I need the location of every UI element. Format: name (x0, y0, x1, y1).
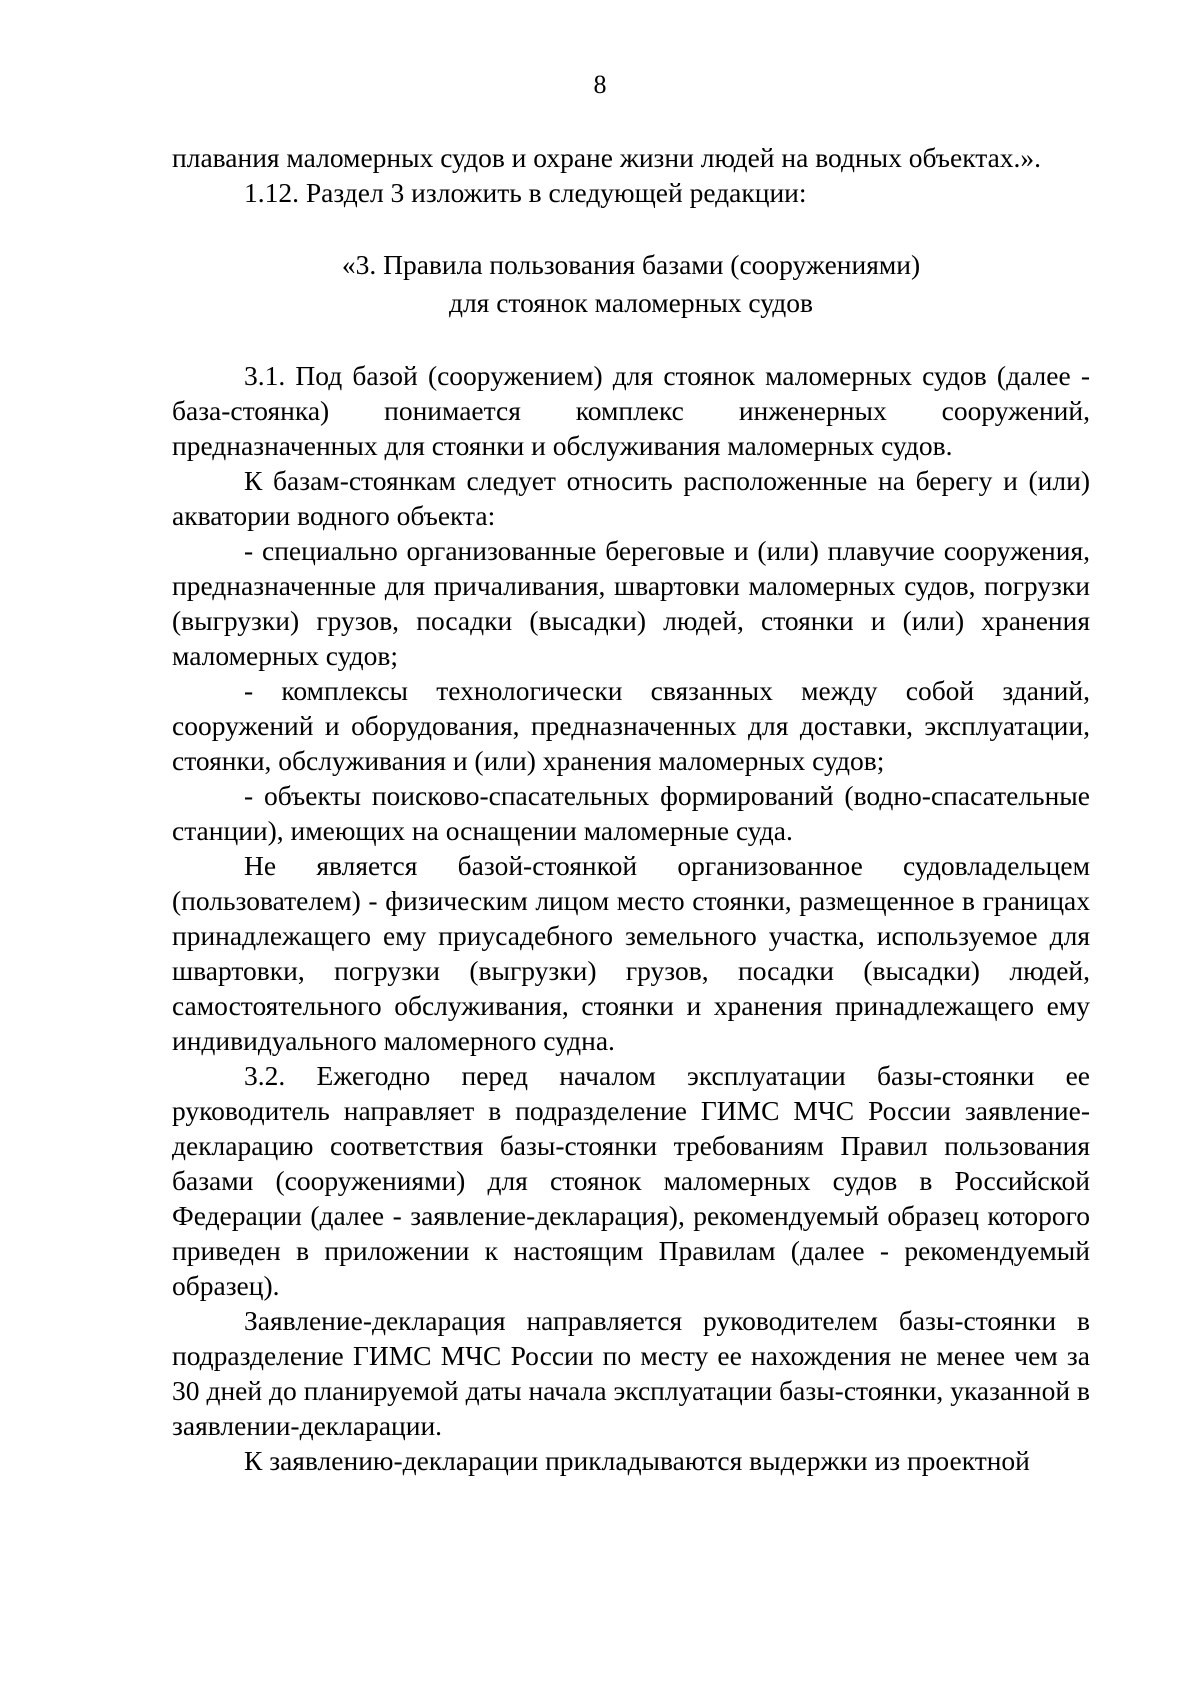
list-item-technological-complexes: - комплексы технологически связанных между собой зданий, сооружений и оборудования, предназначенных для доставки, эксплуатации, стоянки, обслуживания и (или) хранения маломерных судов; (172, 675, 1090, 776)
page-number: 8 (593, 70, 607, 99)
section-title-line-2: для стоянок маломерных судов (448, 287, 814, 318)
paragraph-attachments: К заявлению-декларации прикладываются выдержки из проектной (244, 1445, 1030, 1476)
document-body (172, 140, 1090, 1478)
paragraph-3-2: 3.2. Ежегодно перед началом эксплуатации базы-стоянки ее руководитель направляет в подразделение ГИМС МЧС России заявление-декларацию соответствия базы-стоянки требованиям Правил пользования базами (сооружениями) для стоянок маломерных судов в Российской Федерации (далее - заявление-декларация), рекомендуемый образец которого приведен в приложении к настоящим Правилам (далее - рекомендуемый образец). (172, 1060, 1090, 1301)
section-title-line-1: «3. Правила пользования базами (сооружениями) (341, 249, 921, 280)
list-item-rescue-stations: - объекты поисково-спасательных формирований (водно-спасательные станции), имеющих на оснащении маломерные суда. (172, 780, 1090, 846)
paragraph-declaration-submission: Заявление-декларация направляется руководителем базы-стоянки в подразделение ГИМС МЧС России по месту ее нахождения не менее чем за 30 дней до планируемой даты начала эксплуатации базы-стоянки, указанной в заявлении-декларации. (172, 1305, 1090, 1441)
list-item-shore-structures: - специально организованные береговые и (или) плавучие сооружения, предназначенные для причаливания, швартовки маломерных судов, погрузки (выгрузки) грузов, посадки (высадки) людей, стоянки и (или) хранения маломерных судов; (172, 535, 1090, 671)
paragraph-exclusion: Не является базой-стоянкой организованное судовладельцем (пользователем) - физическим лицом место стоянки, размещенное в границах принадлежащего ему приусадебного земельного участка, используемое для швартовки, погрузки (выгрузки) грузов, посадки (высадки) людей, самостоятельного обслуживания, стоянки и хранения принадлежащего ему индивидуального маломерного судна. (172, 850, 1090, 1056)
paragraph-continuation: плавания маломерных судов и охране жизни людей на водных объектах.». (172, 142, 1042, 173)
paragraph-bases-definition: К базам-стоянкам следует относить расположенные на берегу и (или) акватории водного объекта: (172, 465, 1090, 531)
paragraph-amendment-item: 1.12. Раздел 3 изложить в следующей редакции: (244, 177, 807, 208)
section-title (172, 246, 1090, 322)
paragraph-3-1: 3.1. Под базой (сооружением) для стоянок маломерных судов (далее - база-стоянка) понимается комплекс инженерных сооружений, предназначенных для стоянки и обслуживания маломерных судов. (172, 360, 1090, 461)
